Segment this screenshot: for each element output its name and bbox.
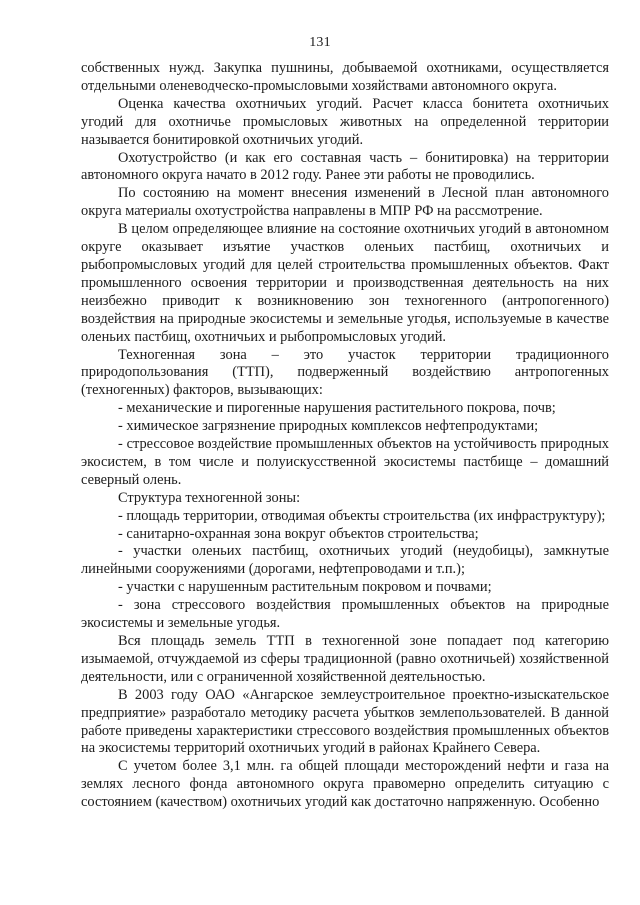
document-body [81,60,609,812]
list-item-3: - стрессовое воздействие промышленных объектов на устойчивость природных экосистем, в том числе и полуискусственной экосистемы пастбище – домашний северный олень. [81,436,609,488]
list-item-4: - площадь территории, отводимая объекты строительства (их инфраструктуру); [118,507,606,524]
list-item-6: - участки оленьих пастбищ, охотничьих угодий (неудобицы), замкнутые линейными сооружениями (дорогами, нефтепроводами и т.п.); [81,543,609,578]
list-item-1: - механические и пирогенные нарушения растительного покрова, почв; [118,400,556,417]
page-number: 131 [309,35,331,50]
paragraph-8: Вся площадь земель ТТП в техногенной зоне попадает под категорию изымаемой, отчуждаемой из сферы традиционной (равно охотничьей) хозяйственной деятельности, или с ограниченной хозяйственной деятельностью. [81,633,609,685]
paragraph-5: В целом определяющее влияние на состояние охотничьих угодий в автономном округе оказывает изъятие участков оленьих пастбищ, охотничьих и рыбопромысловых угодий для целей строительства промышленных объектов. Факт промышленного освоения территории и производственная деятельность на них неизбежно приводит к возникновению зон техногенного (антропогенного) воздействия на природные экосистемы и земельные угодья, используемые в качестве оленьих пастбищ, охотничьих и рыбопромысловых угодий. [81,221,609,345]
paragraph-10: С учетом более 3,1 млн. га общей площади месторождений нефти и газа на землях лесного фонда автономного округа правомерно определить ситуацию с состоянием (качеством) охотничьих угодий как достаточно напряженную. Особенно [81,758,609,811]
list-item-5: - санитарно-охранная зона вокруг объектов строительства; [118,525,479,542]
paragraph-1: собственных нужд. Закупка пушнины, добываемой охотниками, осуществляется отдельными оленеводческо-промысловыми хозяйствами автономного округа. [81,60,609,94]
paragraph-3: Охотустройство (и как его составная часть – бонитировка) на территории автономного округа начато в 2012 году. Ранее эти работы не проводились. [81,149,609,184]
paragraph-9: В 2003 году ОАО «Ангарское землеустроительное проектно-изыскательское предприятие» разработало методику расчета убытков землепользователей. В данной работе приведены характеристики стрессового воздействия промышленных объектов на экосистемы территорий охотничьих угодий в районах Крайнего Севера. [81,686,609,757]
list-item-2: - химическое загрязнение природных комплексов нефтепродуктами; [118,418,539,435]
list-item-7: - участки с нарушенным растительным покровом и почвами; [118,579,492,596]
paragraph-2: Оценка качества охотничьих угодий. Расчет класса бонитета охотничьих угодий для охотничье промысловых животных на определенной территории называется бонитировкой охотничьих угодий. [81,95,609,148]
list-item-8: - зона стрессового воздействия промышленных объектов на природные экосистемы и земельные угодья. [81,597,609,632]
paragraph-4: По состоянию на момент внесения изменений в Лесной план автономного округа материалы охотустройства направлены в МПР РФ на рассмотрение. [81,185,609,220]
paragraph-6: Техногенная зона – это участок территории традиционного природопользования (ТТП), подверженный воздействию антропогенных (техногенных) факторов, вызывающих: [81,346,609,399]
paragraph-7: Структура техногенной зоны: [118,489,301,506]
